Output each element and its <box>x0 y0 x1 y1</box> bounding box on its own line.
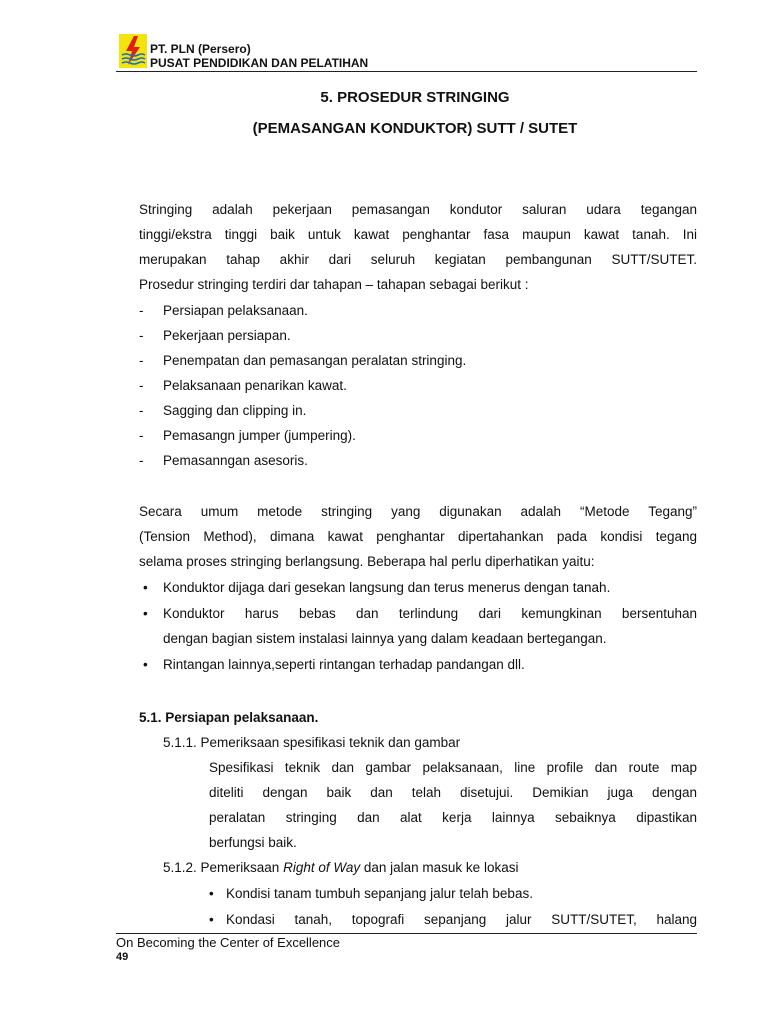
page-number: 49 <box>116 951 129 963</box>
division-name: PUSAT PENDIDIKAN DAN PELATIHAN <box>150 56 369 70</box>
spec-line-2: diteliti dengan baik dan telah disetujui. Demikian juga dengan <box>209 785 697 800</box>
bullet-icon: • <box>209 886 214 901</box>
method-line-3: selama proses stringing berlangsung. Beberapa hal perlu diperhatikan yaitu: <box>139 554 595 569</box>
header-divider <box>116 71 697 72</box>
bullet-icon: • <box>143 657 148 672</box>
company-name: PT. PLN (Persero) <box>150 42 251 56</box>
spec-line-3: peralatan stringing dan alat kerja lainnya sebaiknya dipastikan <box>209 810 697 825</box>
pln-logo-icon <box>119 34 147 68</box>
footer-divider <box>116 933 697 934</box>
footer-tagline: On Becoming the Center of Excellence <box>116 935 341 950</box>
bullet-icon: • <box>143 580 148 595</box>
subsection-heading: 5.1.1. Pemeriksaan spesifikasi teknik dan gambar <box>163 735 461 750</box>
page-subtitle: (PEMASANGAN KONDUKTOR) SUTT / SUTET <box>252 120 578 137</box>
method-line-1: Secara umum metode stringing yang digunakan adalah “Metode Tegang” <box>139 504 697 519</box>
section-heading: 5.1. Persiapan pelaksanaan. <box>139 710 319 725</box>
list-item: • Kondasi tanah, topografi sepanjang jalur SUTT/SUTET, halang <box>209 907 697 931</box>
document-page: PT. PLN (Persero) PUSAT PENDIDIKAN DAN PELATIHAN 5. PROSEDUR STRINGING (PEMASANGAN KONDUKTOR) SUTT / SUTET Stringing adalah pekerjaan pemasangan kondutor saluran udara tegangan tinggi/ekstra tinggi baik untuk kawat penghantar fasa maupun kawat tanah. Ini merupakan tahap akhir dari seluruh kegiatan pembangunan SUTT/SUTET. Prosedur stringing terdiri dar tahapan – tahapan sebagai berikut : - Persiapan pelaksanaan. - Pekerjaan persiapan. - Penempatan dan pemasangan peralatan stringing. - Pelaksanaan penarikan kawat. - Sagging dan clipping in. - Pemasangn jumper (jumpering). - Pemasanngan asesoris. Secara umum metode stringing yang digunakan adalah “Metode Tegang” (Tension Method), dimana kawat penghantar dipertahankan pada kondisi tegang selama proses stringing berlangsung. Beberapa hal perlu diperhatikan yaitu: • Konduktor dijaga dari gesekan langsung dan terus menerus dengan tanah. • Konduktor harus bebas dan terlindung dari kemungkinan bersentuhan dengan bagian sistem instalasi lainnya yang dalam keadaan bertegangan. • Rintangan lainnya,seperti rintangan terhadap pandangan dll. 5.1. Persiapan pelaksanaan. 5.1.1. Pemeriksaan spesifikasi teknik dan gambar Spesifikasi teknik dan gambar pelaksanaan, line profile dan route map diteliti dengan baik dan telah disetujui. Demikian juga dengan peralatan stringing dan alat kerja lainnya sebaiknya dipastikan berfungsi baik. 5.1.2. Pemeriksaan Right of Way dan jalan masuk ke lokasi • Kondisi tanam tumbuh sepanjang jalur telah bebas. • Kondasi tanah, topografi sepanjang jalur SUTT/SUTET, halang On Becoming the Center of Excellence 49 <box>0 0 768 1024</box>
intro-line-1: Stringing adalah pekerjaan pemasangan kondutor saluran udara tegangan <box>139 202 697 217</box>
page-title: 5. PROSEDUR STRINGING <box>320 89 510 106</box>
bullet-icon: • <box>143 606 148 621</box>
spec-line-4: berfungsi baik. <box>209 835 297 850</box>
method-line-2: (Tension Method), dimana kawat penghantar dipertahankan pada kondisi tegang <box>139 529 697 544</box>
intro-line-4: Prosedur stringing terdiri dar tahapan – tahapan sebagai berikut : <box>139 277 529 292</box>
org-block <box>150 42 368 70</box>
intro-line-2: tinggi/ekstra tinggi baik untuk kawat penghantar fasa maupun kawat tanah. Ini <box>139 227 697 242</box>
bullet-icon: • <box>209 912 214 927</box>
bullet-continuation: dengan bagian sistem instalasi lainnya yang dalam keadaan bertegangan. <box>163 631 607 646</box>
intro-line-3: merupakan tahap akhir dari seluruh kegiatan pembangunan SUTT/SUTET. <box>139 252 697 267</box>
subsection-heading: 5.1.2. Pemeriksaan Right of Way dan jalan masuk ke lokasi <box>163 860 519 875</box>
spec-line-1: Spesifikasi teknik dan gambar pelaksanaan, line profile dan route map <box>209 760 697 775</box>
